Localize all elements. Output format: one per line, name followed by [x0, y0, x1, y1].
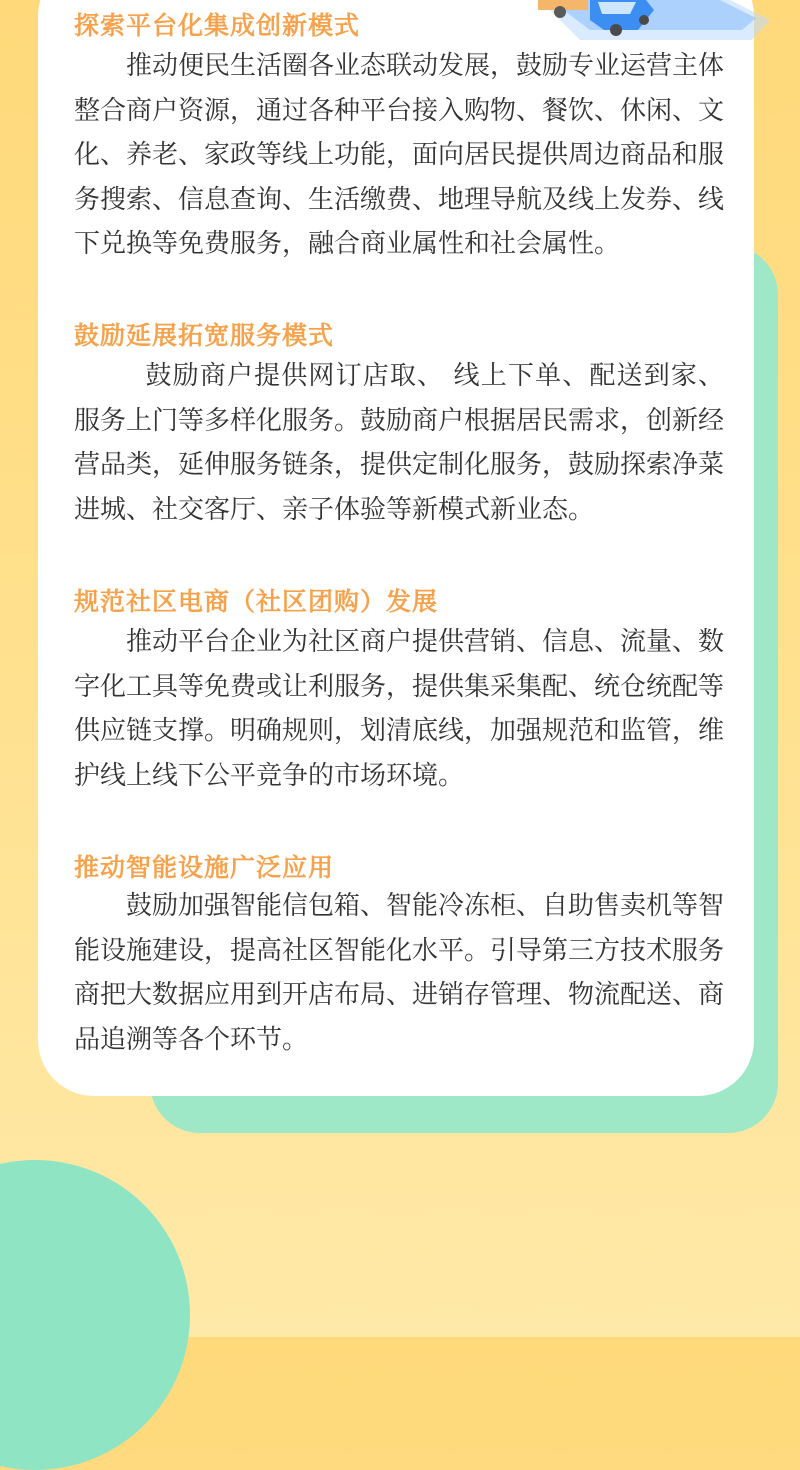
- section-body-service-expansion: 鼓励商户提供网订店取、 线上下单、配送到家、服务上门等多样化服务。鼓励商户根据居民需求，创新经营品类，延伸服务链条，提供定制化服务，鼓励探索净菜进城、社交客厅、亲子体验等新模式新业态。: [74, 361, 725, 525]
- section-heading-community-ecommerce: 规范社区电商（社区团购）发展: [74, 587, 439, 616]
- mint-background-circle: [0, 1160, 190, 1470]
- section-heading-smart-facilities: 推动智能设施广泛应用: [74, 853, 335, 882]
- section-heading-platform-integration: 探索平台化集成创新模式: [74, 11, 361, 40]
- section-heading-service-expansion: 鼓励延展拓宽服务模式: [74, 321, 335, 350]
- section-body-community-ecommerce: 推动平台企业为社区商户提供营销、信息、流量、数字化工具等免费或让利服务，提供集采集配、统仓统配等供应链支撑。明确规则，划清底线，加强规范和监管，维护线上线下公平竞争的市场环境。: [74, 627, 725, 791]
- section-body-platform-integration: 推动便民生活圈各业态联动发展，鼓励专业运营主体整合商户资源，通过各种平台接入购物、餐饮、休闲、文化、养老、家政等线上功能，面向居民提供周边商品和服务搜索、信息查询、生活缴费、地理导航及线上发券、线下兑换等免费服务，融合商业属性和社会属性。: [74, 51, 725, 259]
- section-body-smart-facilities: 鼓励加强智能信包箱、智能冷冻柜、自助售卖机等智能设施建设，提高社区智能化水平。引导第三方技术服务商把大数据应用到开店布局、进销存管理、物流配送、商品追溯等各个环节。: [74, 891, 725, 1055]
